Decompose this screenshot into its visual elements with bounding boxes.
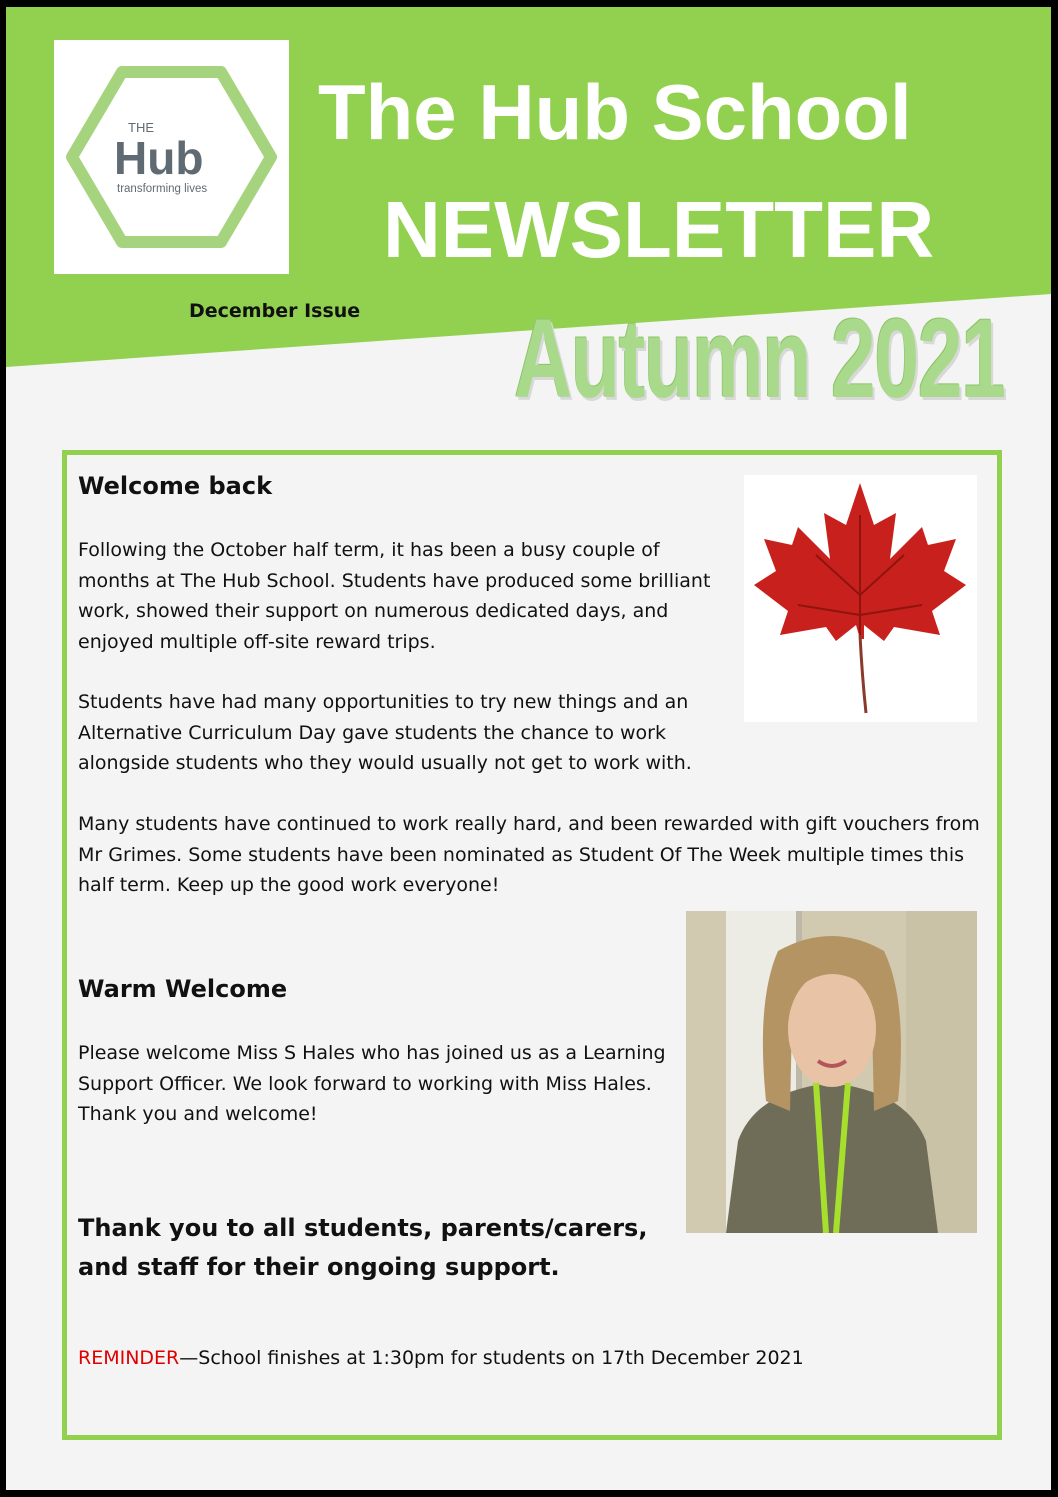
logo-hub-text: Hub: [114, 132, 204, 184]
maple-leaf-icon: [744, 475, 977, 722]
newsletter-page: [6, 7, 1051, 1490]
welcome-heading: Welcome back: [78, 472, 273, 500]
newsletter-title-line2: NEWSLETTER: [383, 185, 935, 274]
school-logo: [54, 40, 289, 274]
reminder-line: [78, 1347, 804, 1369]
thanks-message: Thank you to all students, parents/carers, and staff for their ongoing support.: [78, 1214, 648, 1281]
reminder-text: —School finishes at 1:30pm for students on 17th December 2021: [179, 1347, 804, 1369]
warm-welcome-paragraph: Please welcome Miss S Hales who has joined us as a Learning Support Officer. We look forward to working with Miss Hales. Thank you and welcome!: [78, 1042, 666, 1125]
welcome-paragraph-1: Following the October half term, it has been a busy couple of months at The Hub School. Students have produced some brilliant work, showed their support on numerous dedicated days, and enjoyed multiple off-site reward trips.: [78, 539, 711, 653]
season-title: Autumn 2021: [514, 296, 1005, 421]
content-box: [62, 450, 1002, 1440]
hub-hexagon-logo-icon: [54, 40, 289, 274]
logo-tagline: transforming lives: [117, 183, 208, 195]
issue-label: December Issue: [189, 300, 361, 322]
staff-portrait-image: [686, 911, 977, 1233]
maple-leaf-image: [744, 475, 977, 722]
logo-small-text: THE: [128, 120, 154, 135]
staff-portrait-icon: [686, 911, 977, 1233]
reminder-label: REMINDER: [78, 1347, 180, 1369]
warm-welcome-heading: Warm Welcome: [78, 975, 288, 1003]
welcome-paragraph-3: Many students have continued to work really hard, and been rewarded with gift vouchers from Mr Grimes. Some students have been nominated as Student Of The Week multiple times this half term. Keep up the good work everyone!: [78, 813, 980, 896]
welcome-paragraph-2: Students have had many opportunities to try new things and an Alternative Curriculum Day gave students the chance to work alongside students who they would usually not get to work with.: [78, 691, 692, 774]
newsletter-title-line1: The Hub School: [318, 68, 912, 156]
